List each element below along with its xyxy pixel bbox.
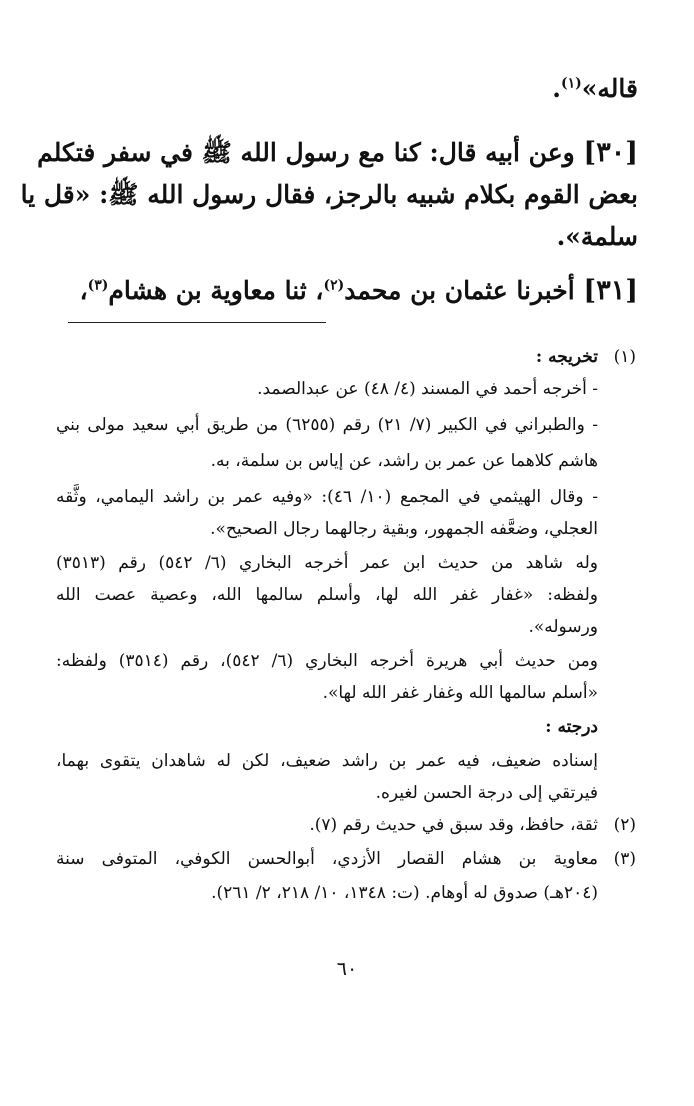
main-line-5	[56, 272, 638, 310]
footnote-heading: درجته :	[545, 717, 598, 737]
text-fragment: سلمة».	[556, 222, 638, 251]
footnote-separator	[68, 322, 326, 323]
footnote-line: هاشم كلاهما عن عمر بن راشد، عن إياس بن سلمة، به.	[210, 451, 598, 471]
footnote-line: معاوية بن هشام القصار الأزدي، أبوالحسن الكوفي، المتوفى سنة	[56, 849, 598, 869]
footnote-ref: (١)	[561, 75, 582, 92]
footnote-number-3: (٣)	[613, 849, 636, 869]
main-line-1	[56, 70, 638, 108]
footnote-line: «أسلم سالمها الله وغفار غفر الله لها».	[322, 683, 598, 703]
footnote-heading: تخريجه :	[535, 347, 598, 367]
text-fragment: بعض القوم بكلام شبيه بالرجز، فقال رسول الله ﷺ: «قل يا	[20, 180, 638, 209]
footnote-line: العجلي، وضعَّفه الجمهور، وبقية رجالهما رجال الصحيح».	[210, 519, 598, 539]
footnote-line: ومن حديث أبي هريرة أخرجه البخاري (٦/ ٥٤٢)، رقم (٣٥١٤) ولفظه:	[56, 651, 599, 671]
footnote-line: ولفظه: «غفار غفر الله لها، وأسلم سالمها الله، وعصية عصت الله	[56, 585, 598, 605]
hadith-number-31: [٣١]	[583, 275, 638, 306]
footnote-line: فيرتقي إلى درجة الحسن لغيره.	[375, 783, 598, 803]
footnote-line: (٢٠٤هـ) صدوق له أوهام. (ت: ١٣٤٨، ١٠/ ٢١٨، ٢/ ٢٦١).	[211, 883, 598, 903]
footnote-number-2: (٢)	[613, 815, 636, 835]
hadith-number-30: [٣٠]	[583, 137, 638, 168]
footnote-line: - أخرجه أحمد في المسند (٤/ ٤٨) عن عبدالصمد.	[257, 379, 598, 399]
text-fragment: .	[552, 74, 561, 103]
footnote-line: ثقة، حافظ، وقد سبق في حديث رقم (٧).	[309, 815, 598, 835]
footnote-line: - والطبراني في الكبير (٧/ ٢١) رقم (٦٢٥٥) من طريق أبي سعيد مولى بني	[56, 415, 598, 435]
footnote-line: - وقال الهيثمي في المجمع (١٠/ ٤٦): «وفيه عمر بن راشد اليمامي، وثَّقه	[56, 487, 598, 507]
main-line-3	[20, 176, 638, 214]
footnote-line: إسناده ضعيف، فيه عمر بن راشد ضعيف، لكن له شاهدان يتقوى بهما،	[56, 751, 598, 771]
page-number: ٦٠	[336, 958, 358, 980]
text-fragment: وعن أبيه قال: كنا مع رسول الله ﷺ في سفر فتكلم	[37, 138, 575, 167]
text-fragment: قاله»	[581, 74, 638, 103]
text-fragment: ، ثنا معاوية بن هشام	[108, 276, 324, 305]
text-fragment: ،	[79, 276, 88, 305]
footnote-ref: (٣)	[87, 277, 109, 294]
text-fragment: أخبرنا عثمان بن محمد	[344, 276, 575, 305]
footnote-ref: (٢)	[323, 277, 345, 294]
footnote-line: ورسوله».	[528, 617, 598, 637]
main-line-4	[56, 218, 638, 256]
footnote-line: وله شاهد من حديث ابن عمر أخرجه البخاري (٦/ ٥٤٢) رقم (٣٥١٣)	[56, 553, 599, 573]
footnote-number-1: (١)	[613, 347, 636, 367]
main-line-2	[37, 134, 638, 172]
